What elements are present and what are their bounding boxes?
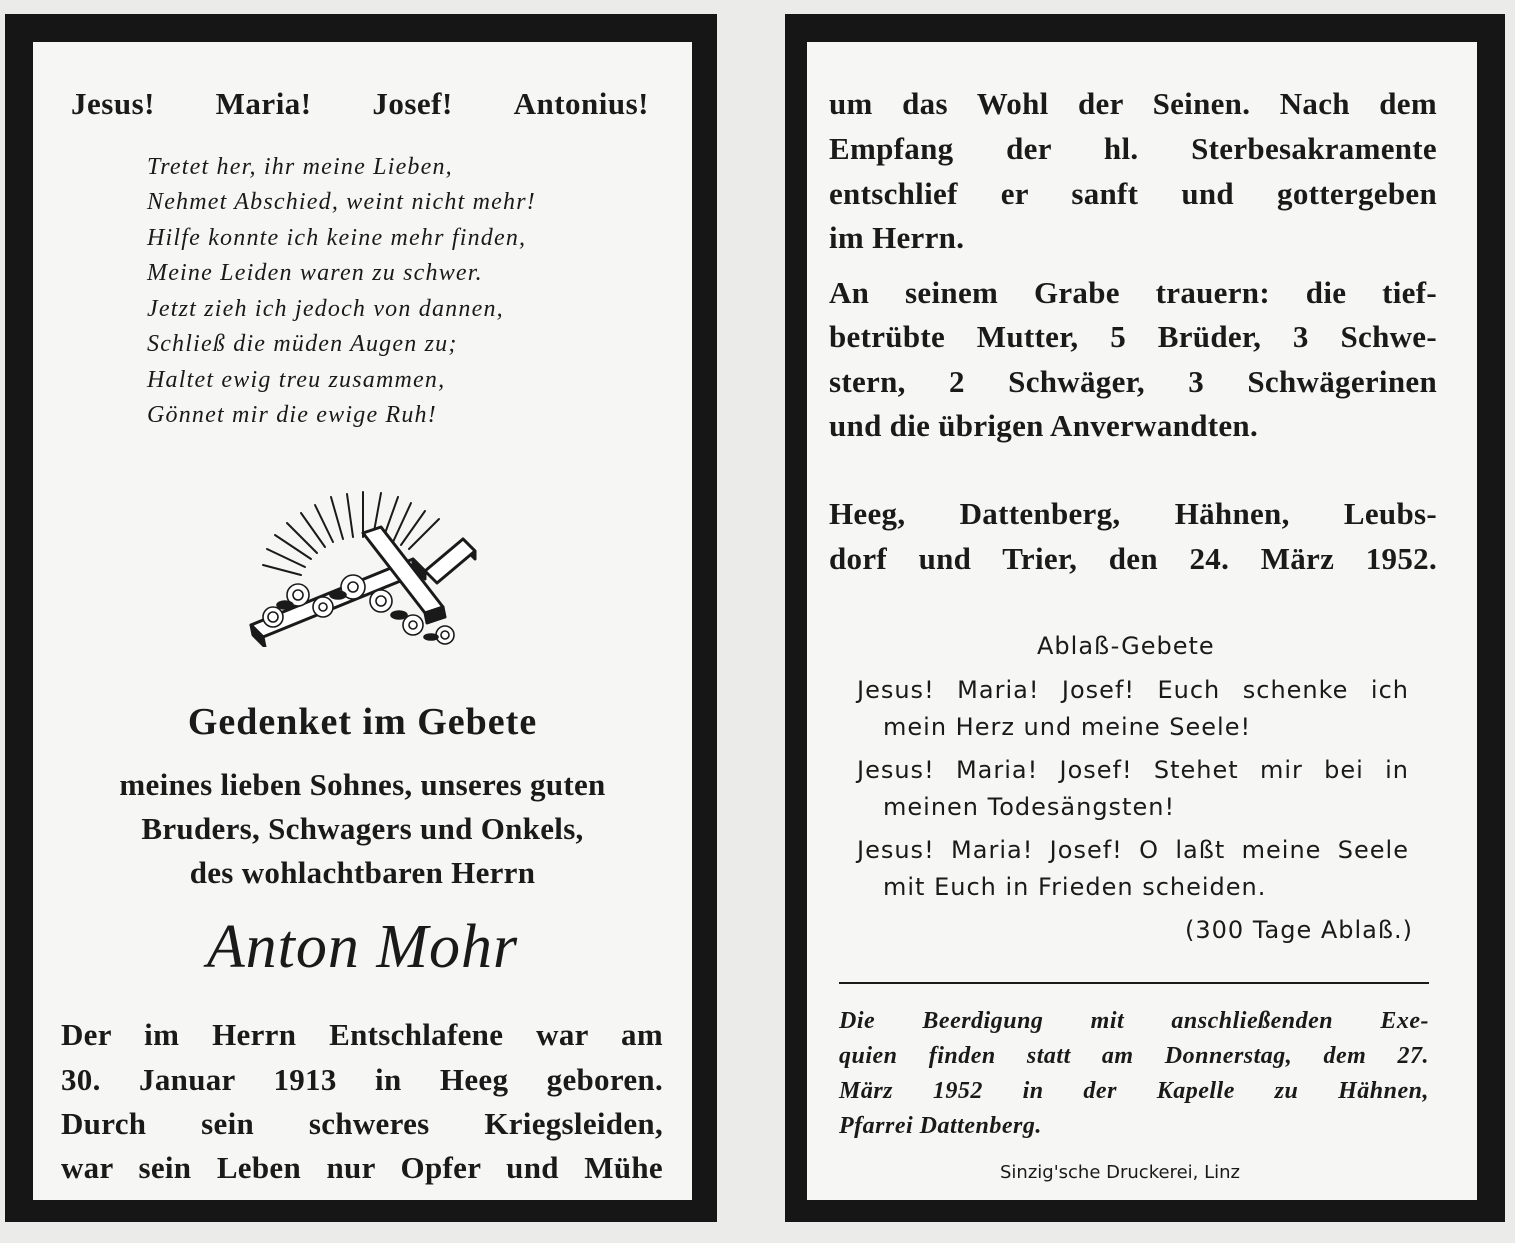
left-card-page	[33, 42, 692, 1200]
dedication-line: des wohlachtbaren Herrn	[189, 855, 536, 890]
memorial-heading: Gedenket im Gebete	[187, 701, 538, 743]
poem-line: Jetzt zieh ich jedoch von dannen,	[147, 296, 504, 322]
invocation-antonius: Antonius!	[513, 86, 649, 121]
deceased-name: Anton Mohr	[206, 913, 519, 981]
prayer-line: Jesus! Maria! Josef! Euch schenke ich	[857, 676, 1409, 704]
biography-line: 30. Januar 1913 in Heeg geboren.	[61, 1062, 663, 1097]
left-memorial-card	[5, 14, 717, 1222]
right-memorial-card	[785, 14, 1505, 1222]
poem-line: Nehmet Abschied, weint nicht mehr!	[147, 189, 536, 215]
prayer-line: mit Euch in Frieden scheiden.	[883, 873, 1267, 901]
funeral-line: März 1952 in der Kapelle zu Hähnen,	[839, 1078, 1429, 1104]
place-date-line: dorf und Trier, den 24. März 1952.	[829, 541, 1437, 576]
continuation-line: Empfang der hl. Sterbesakramente	[829, 131, 1437, 166]
prayer-line: Jesus! Maria! Josef! O laßt meine Seele	[857, 836, 1409, 864]
prayer-line: meinen Todesängsten!	[883, 793, 1176, 821]
continuation-line: im Herrn.	[829, 220, 965, 255]
poem-line: Meine Leiden waren zu schwer.	[147, 260, 483, 286]
invocation-line	[71, 86, 649, 122]
poem-line: Hilfe konnte ich keine mehr finden,	[147, 225, 527, 251]
funeral-line: quien finden statt am Donnerstag, dem 27.	[839, 1043, 1429, 1069]
funeral-line: Pfarrei Dattenberg.	[839, 1113, 1042, 1139]
mourners-line: und die übrigen Anverwandten.	[829, 408, 1259, 443]
dedication-line: Bruders, Schwagers und Onkels,	[141, 811, 584, 846]
right-card-page	[807, 42, 1477, 1200]
prayer-line: Jesus! Maria! Josef! Stehet mir bei in	[857, 756, 1409, 784]
biography-line: Der im Herrn Entschlafene war am	[61, 1017, 663, 1052]
prayers-title: Ablaß-Gebete	[1037, 632, 1215, 660]
invocation-maria: Maria!	[215, 86, 312, 121]
place-date-line: Heeg, Dattenberg, Hähnen, Leubs-	[829, 496, 1437, 531]
biography-line: Durch sein schweres Kriegsleiden,	[61, 1106, 663, 1141]
continuation-line: um das Wohl der Seinen. Nach dem	[829, 86, 1437, 121]
poem-line: Haltet ewig treu zusammen,	[147, 367, 446, 393]
divider	[839, 982, 1429, 984]
invocation-josef: Josef!	[372, 86, 453, 121]
printer-imprint: Sinzig'sche Druckerei, Linz	[1000, 1162, 1240, 1183]
mourners-line: stern, 2 Schwäger, 3 Schwägerinen	[829, 364, 1437, 399]
invocation-jesus: Jesus!	[71, 86, 155, 121]
mourners-line: An seinem Grabe trauern: die tief-	[829, 275, 1437, 310]
poem-line: Schließ die müden Augen zu;	[147, 331, 458, 357]
biography-line: war sein Leben nur Opfer und Mühe	[61, 1150, 663, 1185]
indulgence-note: (300 Tage Ablaß.)	[1185, 916, 1413, 944]
dedication-line: meines lieben Sohnes, unseres guten	[119, 767, 606, 802]
continuation-line: entschlief er sanft und gottergeben	[829, 176, 1437, 211]
poem-line: Tretet her, ihr meine Lieben,	[147, 154, 453, 180]
poem-line: Gönnet mir die ewige Ruh!	[147, 402, 437, 428]
funeral-line: Die Beerdigung mit anschließenden Exe-	[839, 1008, 1429, 1034]
mourners-line: betrübte Mutter, 5 Brüder, 3 Schwe-	[829, 319, 1437, 354]
prayer-line: mein Herz und meine Seele!	[883, 713, 1252, 741]
cross-with-roses-icon	[213, 467, 513, 647]
